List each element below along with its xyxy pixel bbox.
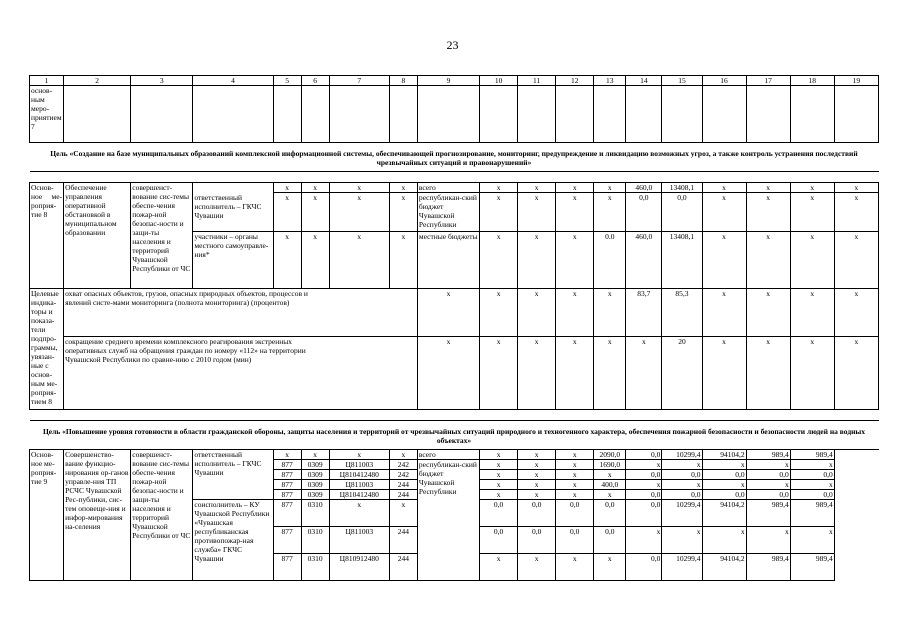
table-cell: x (556, 469, 594, 479)
program-table (29, 75, 879, 581)
table-cell: x (702, 288, 746, 337)
table-cell: x (480, 288, 518, 337)
row-label: основ-ным меро-приятием 7 (30, 86, 64, 143)
table-cell: x (480, 489, 518, 499)
table-cell: x (556, 449, 594, 459)
table-cell (417, 86, 479, 143)
table-cell: 244 (389, 479, 417, 489)
table-cell: x (662, 479, 702, 489)
measure-8-row (30, 183, 879, 193)
table-cell: 0,0 (594, 526, 626, 553)
table-cell: Ц810412480 (329, 469, 389, 479)
table-cell: 877 (273, 553, 301, 580)
table-cell: 0309 (301, 469, 329, 479)
table-cell: x (480, 553, 518, 580)
table-cell (594, 86, 626, 143)
table-cell: 0,0 (518, 499, 556, 526)
table-cell: x (746, 193, 790, 232)
table-cell: 460,0 (626, 231, 662, 288)
table-cell: 0309 (301, 479, 329, 489)
table-cell: 877 (273, 526, 301, 553)
table-cell: x (329, 499, 389, 526)
gap (30, 409, 879, 420)
table-cell: 0,0 (746, 469, 790, 479)
table-cell: x (594, 553, 626, 580)
table-cell: x (480, 183, 518, 193)
column-number: 11 (518, 76, 556, 86)
table-cell: x (594, 489, 626, 499)
table-cell: 0,0 (702, 469, 746, 479)
table-cell: x (301, 449, 329, 459)
funding-source: республикан-ский бюджет Чувашской Республики (417, 459, 479, 580)
column-number: 4 (193, 76, 273, 86)
targets-label: Целевые индика-торы и показа-тели подпро-граммы, увязан-ные с основ-ным ме-роприя-тием 8 (30, 288, 64, 409)
table-cell: x (389, 499, 417, 526)
table-cell: 0,0 (662, 193, 702, 232)
goal-row (30, 420, 879, 449)
table-cell: x (273, 449, 301, 459)
table-cell (131, 86, 193, 143)
funding-source: республикан-ский бюджет Чувашской Республики (417, 193, 479, 232)
executor-cell (193, 183, 273, 193)
executor-cell: участники – органы местного самоуправле-ния* (193, 231, 273, 288)
table-cell: Ц811003 (329, 526, 389, 553)
table-cell: x (790, 526, 834, 553)
table-cell: x (556, 288, 594, 337)
column-number: 3 (131, 76, 193, 86)
table-cell (662, 86, 702, 143)
table-cell: x (662, 526, 702, 553)
table-cell: x (702, 183, 746, 193)
table-cell: x (556, 337, 594, 409)
table-cell: x (518, 449, 556, 459)
table-cell: 0309 (301, 489, 329, 499)
table-cell: 989,4 (790, 449, 834, 459)
table-cell: x (594, 469, 626, 479)
table-cell: 0,0 (626, 469, 662, 479)
table-cell: 400,0 (594, 479, 626, 489)
table-cell: 0,0 (702, 489, 746, 499)
goal-title: Цель «Создание на базе муниципальных образований комплексной информационной системы, обеспечивающей прогнозирование, мониторинг, предупреждение и ликвидацию возможных угроз, а также контроль устранения последствий чрезвычайных ситуаций и правонарушений» (30, 143, 879, 172)
column-number: 19 (834, 76, 878, 86)
table-cell: 0,0 (480, 526, 518, 553)
table-cell: 13408,1 (662, 183, 702, 193)
table-cell: x (329, 183, 389, 193)
table-cell: x (556, 459, 594, 469)
table-cell: x (556, 193, 594, 232)
table-cell: x (329, 449, 389, 459)
table-cell (556, 86, 594, 143)
table-cell (518, 86, 556, 143)
table-cell: x (480, 337, 518, 409)
table-cell (329, 288, 417, 337)
table-cell: x (518, 193, 556, 232)
goal-row (30, 143, 879, 172)
table-cell (329, 337, 417, 409)
table-cell: x (389, 449, 417, 459)
funding-source: всего (417, 183, 479, 193)
table-cell: 244 (389, 489, 417, 499)
table-cell: x (834, 193, 878, 232)
table-cell: Ц811003 (329, 459, 389, 469)
table-cell: x (301, 231, 329, 288)
column-number: 5 (273, 76, 301, 86)
table-cell: x (556, 489, 594, 499)
table-cell: x (301, 183, 329, 193)
goal-title: Цель «Повышение уровня готовности в области гражданской обороны, защиты населения и территорий от чрезвычайных ситуаций природного и техногенного характера, обеспечения пожарной безопасности и безопасности людей на водных объектах» (30, 420, 879, 449)
table-cell: x (329, 231, 389, 288)
table-cell: 0,0 (480, 499, 518, 526)
table-cell: x (594, 183, 626, 193)
table-cell: 877 (273, 479, 301, 489)
table-cell: 0,0 (790, 469, 834, 479)
column-number: 16 (702, 76, 746, 86)
column-number: 13 (594, 76, 626, 86)
table-cell: x (518, 459, 556, 469)
table-cell: 877 (273, 489, 301, 499)
table-cell: 989,4 (790, 499, 834, 526)
table-cell: x (480, 193, 518, 232)
gap-row (30, 172, 879, 183)
table-cell: x (746, 479, 790, 489)
table-cell: x (702, 231, 746, 288)
column-number: 2 (64, 76, 131, 86)
table-cell: x (790, 231, 834, 288)
table-cell: x (273, 231, 301, 288)
table-cell: 83,7 (626, 288, 662, 337)
table-cell: 0,0 (518, 526, 556, 553)
table-cell: 0,0 (556, 526, 594, 553)
table-cell: 0,0 (626, 499, 662, 526)
table-cell: x (790, 479, 834, 489)
table-cell: x (626, 479, 662, 489)
table-cell: x (389, 231, 417, 288)
column-number: 14 (626, 76, 662, 86)
table-cell: x (480, 469, 518, 479)
table-cell: x (746, 183, 790, 193)
table-cell: x (594, 193, 626, 232)
measure-label: Основ-ное ме-роприя-тие 8 (30, 183, 64, 289)
table-cell: Ц811003 (329, 479, 389, 489)
gap (30, 172, 879, 183)
table-cell: x (746, 288, 790, 337)
table-cell: x (790, 183, 834, 193)
table-cell: x (626, 526, 662, 553)
gap-row (30, 409, 879, 420)
column-number: 8 (389, 76, 417, 86)
table-cell: x (518, 469, 556, 479)
table-cell: 0309 (301, 459, 329, 469)
funding-source: местные бюджеты (417, 231, 479, 288)
table-cell: 244 (389, 553, 417, 580)
table-cell (746, 86, 790, 143)
target-row (30, 337, 879, 409)
table-cell: 10299,4 (662, 449, 702, 459)
table-cell: x (480, 449, 518, 459)
table-cell (626, 86, 662, 143)
measure-label: Основ-ное ме-роприя-тие 9 (30, 449, 64, 580)
measure-name: Обеспечение управления оперативной обстановкой в муниципальном образовании (64, 183, 131, 289)
table-cell: 94104,2 (702, 449, 746, 459)
table-cell: x (518, 553, 556, 580)
table-cell: x (662, 459, 702, 469)
table-cell: x (556, 183, 594, 193)
table-cell: 94104,2 (702, 553, 746, 580)
table-cell: x (834, 183, 878, 193)
table-cell: x (746, 231, 790, 288)
table-cell: 244 (389, 526, 417, 553)
table-cell: 94104,2 (702, 499, 746, 526)
page-number: 23 (446, 38, 459, 52)
table-cell: 0310 (301, 526, 329, 553)
column-number: 17 (746, 76, 790, 86)
table-cell: x (702, 479, 746, 489)
executor-cell: ответственный исполнитель – ГКЧС Чувашии (193, 449, 273, 499)
column-number: 6 (301, 76, 329, 86)
column-number: 15 (662, 76, 702, 86)
target-row (30, 288, 879, 337)
table-cell: x (626, 459, 662, 469)
table-cell: x (389, 183, 417, 193)
table-cell: 85,3 (662, 288, 702, 337)
measure-goal: совершенст-вование сис-темы обеспе-чения пожар-ной безопас-ности и защи-ты населения и территорий Чувашской Республики от ЧС (131, 449, 193, 580)
table-cell: x (594, 288, 626, 337)
table-cell: 0,0 (626, 449, 662, 459)
table-cell: x (746, 337, 790, 409)
column-number: 10 (480, 76, 518, 86)
table-cell: x (480, 459, 518, 469)
table-cell: 989,4 (790, 553, 834, 580)
table-cell (480, 86, 518, 143)
table-cell: 0,0 (594, 499, 626, 526)
table-cell: 0,0 (626, 193, 662, 232)
table-cell: 0,0 (626, 489, 662, 499)
table-cell: x (417, 337, 479, 409)
table-cell: 0,0 (662, 469, 702, 479)
indicator-text: сокращение среднего времени комплексного реагирования экстренных оперативных служб на обращения граждан по номеру «112» на территории Чувашской Республики по сравне-нию с 2010 годом (мин) (64, 337, 330, 409)
table-cell: 0,0 (626, 553, 662, 580)
table-cell: 460,0 (626, 183, 662, 193)
table-cell: x (556, 553, 594, 580)
table-cell: x (389, 193, 417, 232)
table-cell: x (790, 193, 834, 232)
coexecutor-cell: соисполнитель – КУ Чувашской Республики «Чувашская республиканская противопожар-ная служба» ГКЧС Чувашии (193, 499, 273, 580)
table-cell: x (273, 183, 301, 193)
measure-9-row (30, 449, 879, 459)
table-cell: 0,0 (746, 489, 790, 499)
column-number: 1 (30, 76, 64, 86)
table-cell: 0310 (301, 553, 329, 580)
table-cell: x (329, 193, 389, 232)
table-cell: 0,0 (556, 499, 594, 526)
table-cell: 0.0 (594, 231, 626, 288)
table-cell: 242 (389, 469, 417, 479)
table-cell: x (518, 288, 556, 337)
table-cell (273, 86, 301, 143)
table-cell: x (746, 526, 790, 553)
table-cell (193, 86, 273, 143)
table-cell: x (702, 526, 746, 553)
table-cell: x (518, 489, 556, 499)
column-number: 7 (329, 76, 389, 86)
table-cell: x (790, 288, 834, 337)
table-cell: 20 (662, 337, 702, 409)
table-cell: 989,4 (746, 499, 790, 526)
table-cell (64, 86, 131, 143)
table-cell: 877 (273, 469, 301, 479)
table-cell: x (518, 231, 556, 288)
column-number: 12 (556, 76, 594, 86)
row-measure-7 (30, 86, 879, 143)
table-cell: x (556, 231, 594, 288)
table-cell: 242 (389, 459, 417, 469)
table-cell: 10299,4 (662, 553, 702, 580)
table-cell: x (556, 479, 594, 489)
table-cell (389, 86, 417, 143)
table-cell: x (702, 337, 746, 409)
table-cell: x (518, 337, 556, 409)
table-cell: x (480, 479, 518, 489)
table-cell (702, 86, 746, 143)
table-cell (329, 86, 389, 143)
table-cell: Ц810912480 (329, 553, 389, 580)
table-cell: Ц810412480 (329, 489, 389, 499)
header-row (30, 76, 879, 86)
table-cell: x (480, 231, 518, 288)
table-cell: x (702, 193, 746, 232)
table-cell (790, 86, 834, 143)
table-cell: x (518, 479, 556, 489)
table-cell: x (301, 193, 329, 232)
measure-name: Совершенство-вание функцио-нирования ор-ганов управле-ния ТП РСЧС Чувашской Рес-публики, сис-тем оповеще-ния и инфор-мирования на-селения (64, 449, 131, 580)
column-number: 9 (417, 76, 479, 86)
indicator-text: охват опасных объектов, грузов, опасных природных объектов, процессов и явлений систе-мами мониторинга (полнота мониторинга) (процентов) (64, 288, 330, 337)
table-cell: x (834, 288, 878, 337)
table-cell: 0,0 (662, 489, 702, 499)
table-cell: 877 (273, 459, 301, 469)
table-cell: 1690,0 (594, 459, 626, 469)
table-cell: x (702, 459, 746, 469)
table-cell: 989,4 (746, 553, 790, 580)
table-cell: x (594, 337, 626, 409)
table-cell: 877 (273, 499, 301, 526)
table-cell: 2090,0 (594, 449, 626, 459)
table-cell: x (626, 337, 662, 409)
table-cell: x (518, 183, 556, 193)
table-cell: 13408,1 (662, 231, 702, 288)
table-cell: x (417, 288, 479, 337)
executor-cell: ответственный исполнитель – ГКЧС Чувашии (193, 193, 273, 232)
table-cell: x (273, 193, 301, 232)
table-cell: x (790, 459, 834, 469)
funding-source: всего (417, 449, 479, 459)
table-cell: 0,0 (790, 489, 834, 499)
table-cell (301, 86, 329, 143)
table-cell: 10299,4 (662, 499, 702, 526)
table-cell: 0310 (301, 499, 329, 526)
column-number: 18 (790, 76, 834, 86)
table-cell: 989,4 (746, 449, 790, 459)
table-cell (834, 86, 878, 143)
measure-goal: совершенст-вование сис-темы обеспе-чения пожар-ной безопас-ности и защи-ты населения и территорий Чувашской Республики от ЧС (131, 183, 193, 289)
table-cell: x (834, 337, 878, 409)
table-cell: x (834, 231, 878, 288)
table-cell: x (746, 459, 790, 469)
table-cell: x (790, 337, 834, 409)
